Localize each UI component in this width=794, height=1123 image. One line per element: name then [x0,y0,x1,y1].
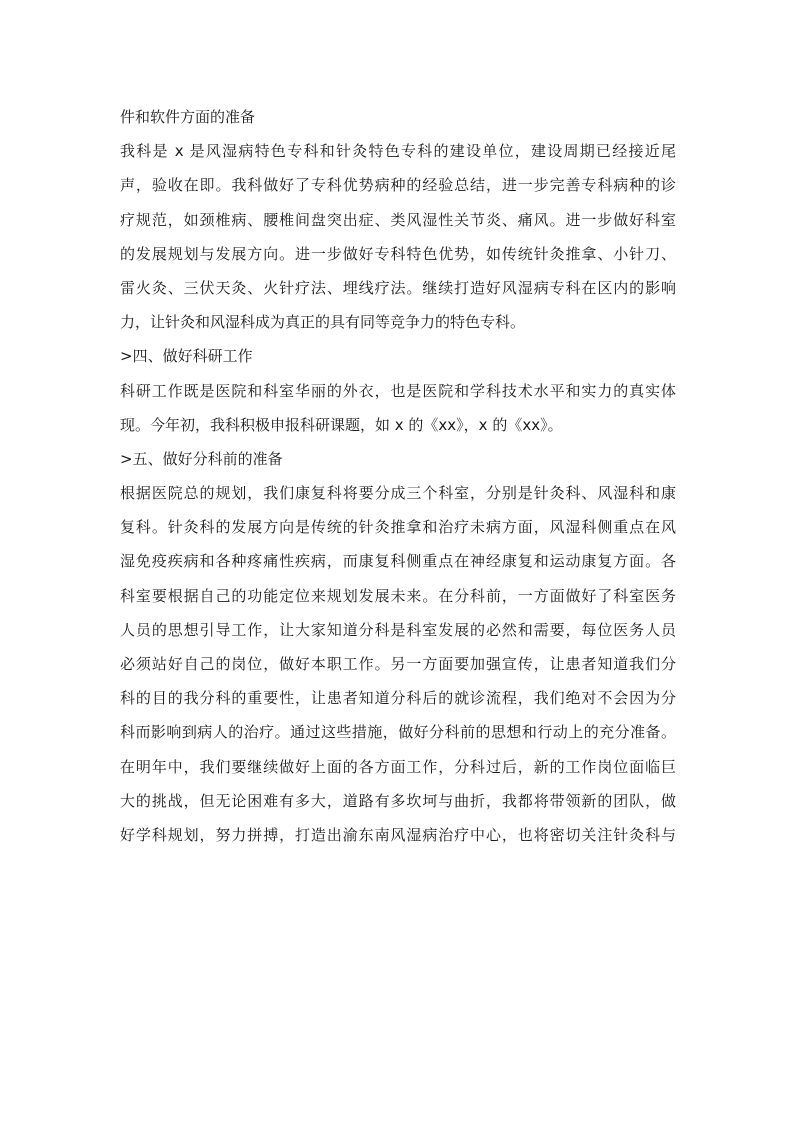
document-body [120,100,676,852]
text-line: 的发展规划与发展方向。进一步做好专科特色优势，如传统针灸推拿、小针刀、 [120,244,676,263]
text-line: 好学科规划，努力拼搏，打造出渝东南风湿病治疗中心，也将密切关注针灸科与 [120,825,676,844]
text-line: 必须站好自己的岗位，做好本职工作。另一方面要加强宣传，让患者知道我们分 [120,655,676,673]
text-line: 科室要根据自己的功能定位来规划发展未来。在分科前，一方面做好了科室医务 [120,586,676,605]
text-line: 科而影响到病人的治疗。通过这些措施，做好分科前的思想和行动上的充分准备。 [120,723,676,742]
text-line: 声，验收在即。我科做好了专科优势病种的经验总结，进一步完善专科病种的诊 [120,176,676,195]
text-line: 湿免疫疾病和各种疼痛性疾病，而康复科侧重点在神经康复和运动康复方面。各 [120,552,676,571]
text-line: 科研工作既是医院和科室华丽的外衣，也是医院和学科技术水平和实力的真实体 [120,381,676,400]
text-line: 疗规范，如颈椎病、腰椎间盘突出症、类风湿性关节炎、痛风。进一步做好科室 [120,210,676,229]
text-line: 复科。针灸科的发展方向是传统的针灸推拿和治疗未病方面，风湿科侧重点在风 [120,518,676,537]
text-line: 在明年中，我们要继续做好上面的各方面工作，分科过后，新的工作岗位面临巨 [120,757,676,776]
text-line: 科的目的我分科的重要性，让患者知道分科后的就诊流程，我们绝对不会因为分 [120,689,676,708]
text-line: 力，让针灸和风湿科成为真正的具有同等竞争力的特色专科。 [120,313,526,332]
text-line: >四、做好科研工作 [120,347,253,366]
text-line: 雷火灸、三伏天灸、火针疗法、埋线疗法。继续打造好风湿病专科在区内的影响 [120,278,676,297]
text-line: 人员的思想引导工作，让大家知道分科是科室发展的必然和需要，每位医务人员 [120,620,676,639]
text-line: 现。今年初，我科积极申报科研课题，如 x 的《xx》，x 的《xx》。 [120,415,563,434]
text-line: 我科是 x 是风湿病特色专科和针灸特色专科的建设单位，建设周期已经接近尾 [120,142,676,161]
text-line: 大的挑战，但无论困难有多大，道路有多坎坷与曲折，我都将带领新的团队，做 [120,791,676,810]
text-line: 根据医院总的规划，我们康复科将要分成三个科室，分别是针灸科、风湿科和康 [120,484,676,503]
text-line: >五、做好分科前的准备 [120,449,283,468]
text-line: 件和软件方面的准备 [120,108,256,126]
